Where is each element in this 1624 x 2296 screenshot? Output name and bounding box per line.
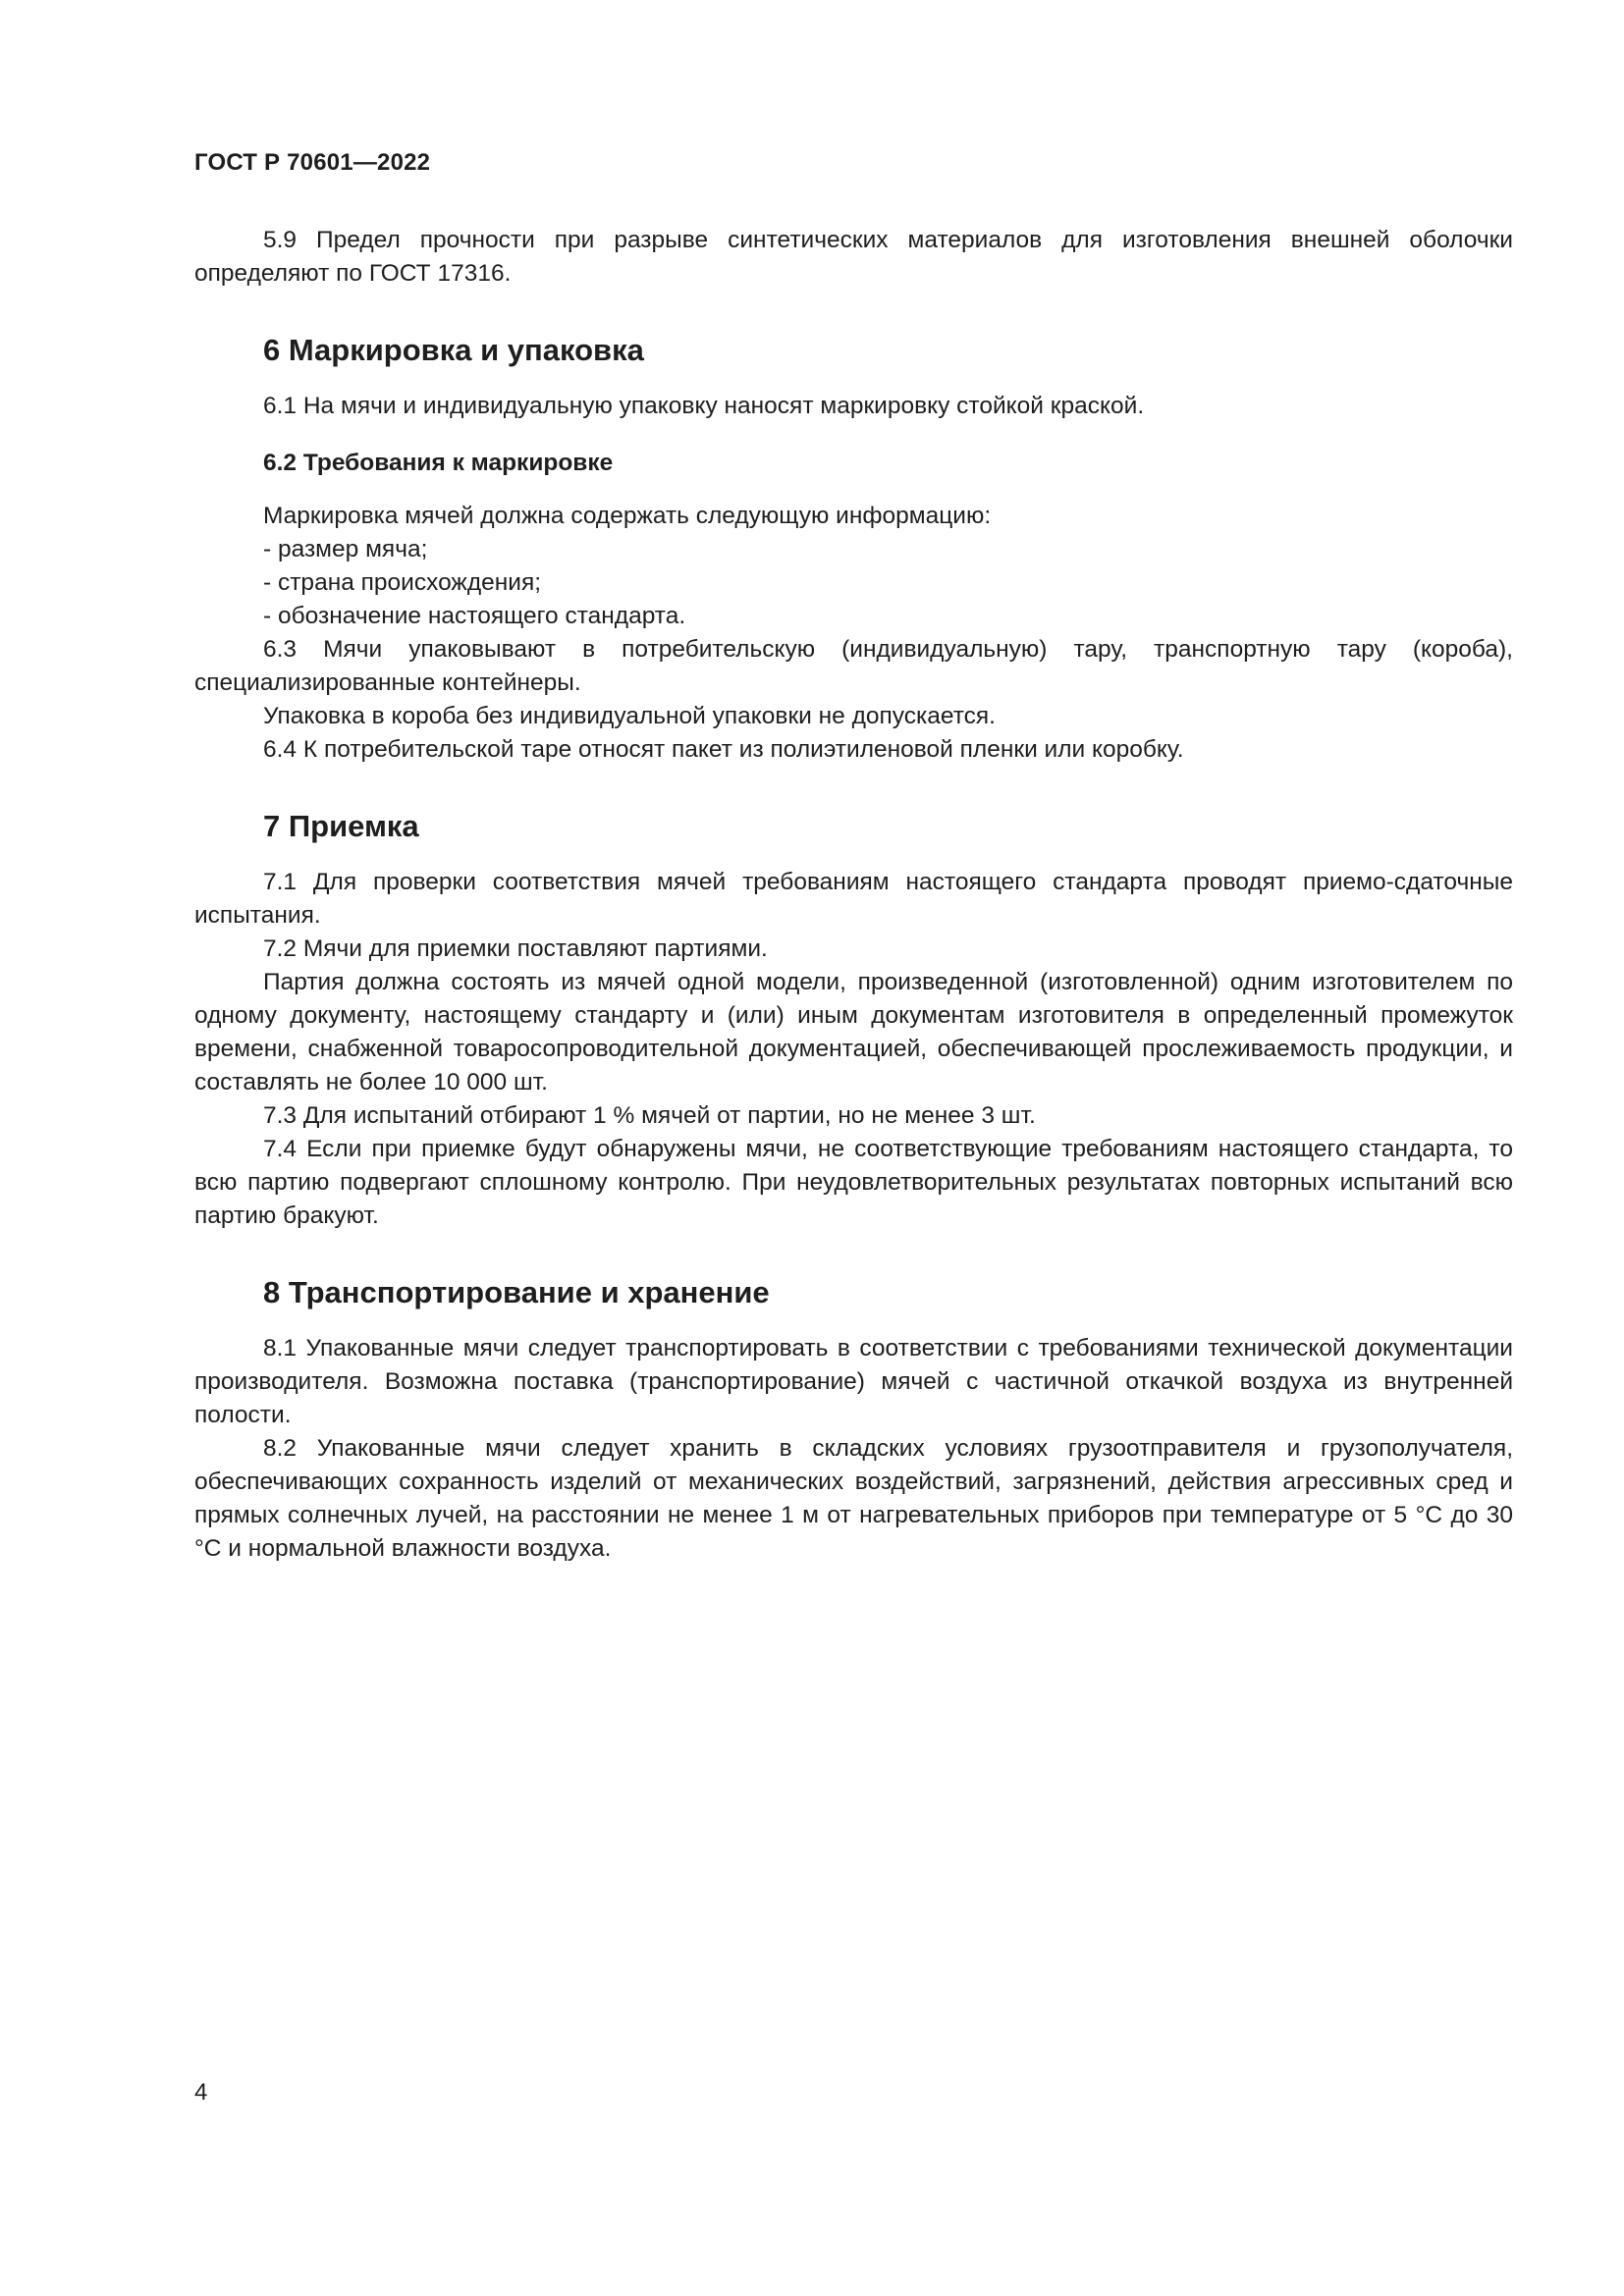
paragraph-7-3: 7.3 Для испытаний отбирают 1 % мячей от партии, но не менее 3 шт.	[263, 1102, 1036, 1129]
marking-list	[194, 533, 1513, 633]
subsection-6-2-heading: 6.2 Требования к маркировке	[263, 450, 614, 476]
paragraph-6-3-extra: Упаковка в короба без индивидуальной упаковки не допускается.	[263, 703, 996, 729]
paragraph-7-2: 7.2 Мячи для приемки поставляют партиями.	[263, 935, 768, 962]
paragraph-6-2-intro: Маркировка мячей должна содержать следующую информацию:	[263, 503, 992, 529]
section-7-heading: 7 Приемка	[263, 809, 419, 843]
paragraph-8-1: 8.1 Упакованные мячи следует транспортировать в соответствии с требованиями технической документации производителя. Возможна поставка (транспортирование) мячей с частичной откачкой воздуха из внутренней полости.	[194, 1335, 1513, 1428]
paragraph-7-4: 7.4 Если при приемке будут обнаружены мячи, не соответствующие требованиям настоящего стандарта, то всю партию подвергают сплошному контролю. При неудовлетворительных результатах повторных испытаний всю партию бракуют.	[194, 1136, 1513, 1229]
paragraph-5-9: 5.9 Предел прочности при разрыве синтетических материалов для изготовления внешней оболочки определяют по ГОСТ 17316.	[194, 227, 1513, 287]
paragraph-8-2: 8.2 Упакованные мячи следует хранить в складских условиях грузоотправителя и грузополучателя, обеспечивающих сохранность изделий от механических воздействий, загрязнений, действия агрессивных сред и прямых солнечных лучей, на расстоянии не менее 1 м от нагревательных приборов при температуре от 5 °С до 30 °С и нормальной влажности воздуха.	[194, 1435, 1513, 1562]
paragraph-7-2-extra: Партия должна состоять из мячей одной модели, произведенной (изготовленной) одним изготовителем по одному документу, настоящему стандарту и (или) иным документам изготовителя в определенный промежуток времени, снабженной товаросопроводительной документацией, обеспечивающей прослеживаемость продукции, и составлять не более 10 000 шт.	[194, 969, 1513, 1095]
section-6-heading: 6 Маркировка и упаковка	[263, 333, 644, 367]
document-header: ГОСТ Р 70601—2022	[194, 149, 431, 176]
paragraph-6-3: 6.3 Мячи упаковывают в потребительскую (индивидуальную) тару, транспортную тару (короба), специализированные контейнеры.	[194, 636, 1513, 696]
page-number: 4	[194, 2079, 208, 2106]
list-item: - страна происхождения;	[263, 569, 542, 596]
paragraph-7-1: 7.1 Для проверки соответствия мячей требованиям настоящего стандарта проводят приемо-сдаточные испытания.	[194, 869, 1513, 929]
section-8-heading: 8 Транспортирование и хранение	[263, 1275, 770, 1309]
list-item: - обозначение настоящего стандарта.	[263, 603, 686, 629]
paragraph-6-1: 6.1 На мячи и индивидуальную упаковку наносят маркировку стойкой краской.	[263, 393, 1145, 419]
paragraph-6-4: 6.4 К потребительской таре относят пакет из полиэтиленовой пленки или коробку.	[263, 736, 1184, 763]
document-body	[194, 224, 1513, 1566]
list-item: - размер мяча;	[263, 536, 428, 562]
